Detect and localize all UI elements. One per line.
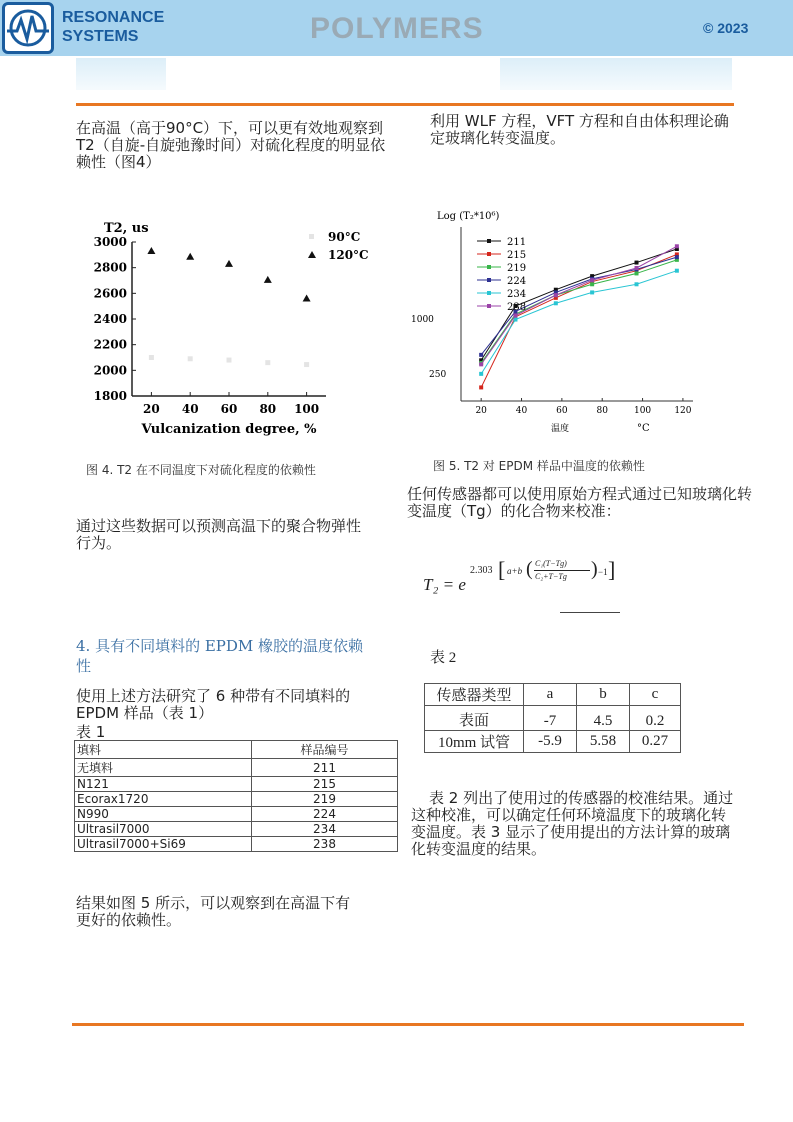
x-tick-label: 80 (259, 402, 277, 416)
table1-cell-sample: 215 (252, 777, 398, 792)
data-point-238 (635, 266, 639, 270)
table-row (425, 706, 681, 731)
x-tick-label: 80 (596, 406, 608, 416)
table1-header-sample: 样品编号 (252, 741, 398, 759)
data-point-238 (675, 244, 679, 248)
legend-label-215: 215 (507, 250, 527, 261)
table1-cell-sample: 238 (252, 837, 398, 852)
calibration-formula (423, 555, 653, 615)
data-point-90 (265, 360, 270, 365)
table1-cell-sample: 224 (252, 807, 398, 822)
top-rule (76, 103, 734, 106)
x-axis-label: Vulcanization degree, % (141, 422, 317, 437)
legend-marker-224 (487, 278, 491, 282)
table-row (75, 759, 398, 777)
fig5-chart (411, 205, 715, 437)
x-tick-label: 120 (674, 406, 692, 416)
y-tick-label: 1000 (411, 315, 434, 325)
left-para-2: 通过这些数据可以预测高温下的聚合物弹性行为。 (76, 517, 362, 552)
table1-cell-filler: N990 (75, 807, 252, 822)
y-tick-label: 1800 (93, 389, 127, 403)
legend-label-211: 211 (507, 237, 527, 248)
legend-marker-215 (487, 252, 491, 256)
y-tick-label: 3000 (93, 235, 127, 249)
y-tick-label: 2600 (93, 286, 127, 301)
formula-exp-body: a+b (507, 566, 523, 576)
data-point-219 (590, 282, 594, 286)
data-point-219 (635, 271, 639, 275)
logo (2, 2, 54, 54)
formula-exp-prefix: 2.303 (470, 565, 493, 576)
brand-line-2: SYSTEMS (62, 28, 139, 45)
legend-label-224: 224 (507, 276, 527, 287)
data-point-120 (264, 276, 272, 283)
y-tick-label: 2400 (93, 312, 127, 326)
y-axis-label: Log (T₂*10⁶) (437, 211, 500, 222)
table-row (75, 792, 398, 807)
table1-cell-sample: 219 (252, 792, 398, 807)
data-point-90 (149, 355, 154, 360)
data-point-234 (554, 301, 558, 305)
brand-name (62, 8, 164, 46)
x-tick-label: 60 (220, 402, 238, 416)
data-point-224 (479, 353, 483, 357)
legend-marker-211 (487, 239, 491, 243)
legend-label-219: 219 (507, 263, 527, 274)
formula-fraction-bar (534, 570, 590, 571)
brand-line-1: RESONANCE (62, 9, 165, 26)
table-row (425, 731, 681, 753)
table-row (75, 822, 398, 837)
table-row (75, 837, 398, 852)
data-point-120 (186, 253, 194, 260)
y-tick-label: 2000 (93, 363, 127, 378)
x-tick-label: 100 (633, 406, 652, 416)
formula-bracket-right: ] (608, 557, 616, 582)
fig4-caption: 图 4. T2 在不同温度下对硫化程度的依赖性 (86, 463, 316, 477)
legend-marker-90 (309, 234, 314, 239)
table-row (75, 807, 398, 822)
table2-header-b: b (577, 684, 630, 706)
right-para-1: 利用 WLF 方程，VFT 方程和自由体积理论确定玻璃化转变温度。 (430, 112, 729, 147)
y-tick-label: 2800 (93, 260, 127, 275)
table1-cell-filler: Ultrasil7000+Si69 (75, 837, 252, 852)
legend-label-90: 90°C (328, 230, 361, 244)
ghost-strip-right (500, 58, 732, 90)
y-axis-label: T2, us (104, 221, 149, 236)
legend-marker-219 (487, 265, 491, 269)
data-point-238 (590, 278, 594, 282)
formula-paren-left: ( (526, 558, 533, 580)
table1-cell-filler: Ecorax1720 (75, 792, 252, 807)
formula-tail: −1 (598, 567, 608, 577)
table1-cell-sample: 234 (252, 822, 398, 837)
formula-bracket-left: [ (498, 557, 506, 582)
left-para-1: 在高温（高于90°C）下，可以更有效地观察到T2（自旋-自旋弛豫时间）对硫化程度的明显依赖性（图4） (76, 119, 386, 171)
legend-marker-234 (487, 291, 491, 295)
section-heading: 4. 具有不同填料的 EPDM 橡胶的温度依赖性 (76, 637, 364, 675)
table2-cell-a: -5.9 (524, 731, 577, 753)
ghost-strip-left (76, 58, 166, 90)
table2-cell-type: 表面 (425, 706, 524, 731)
data-point-224 (675, 255, 679, 259)
data-point-234 (675, 269, 679, 273)
table2-cell-a: -7 (524, 706, 577, 731)
right-para-2: 任何传感器都可以使用原始方程式通过已知玻璃化转变温度（Tg）的化合物来校准： (407, 485, 753, 520)
data-point-120 (225, 260, 233, 267)
legend-label-238: 238 (507, 302, 527, 313)
formula-lhs: T₂ = e (423, 575, 466, 594)
left-para-4: 结果如图 5 所示，可以观察到在高温下有更好的依赖性。 (76, 894, 351, 929)
fig4-chart (76, 210, 376, 440)
waveform-icon (5, 5, 51, 51)
legend-marker-120 (308, 251, 316, 258)
table1-cell-sample: 211 (252, 759, 398, 777)
table2 (424, 683, 681, 753)
formula-paren-right: ) (591, 558, 598, 580)
y-tick-label: 2200 (93, 337, 127, 352)
data-point-234 (479, 372, 483, 376)
x-tick-label: 60 (556, 406, 568, 416)
table1-header-filler: 填料 (75, 741, 252, 759)
x-tick-label: 100 (294, 402, 320, 416)
table2-cell-b: 5.58 (577, 731, 630, 753)
table2-cell-c: 0.2 (630, 706, 681, 731)
formula-numerator: C₁(T−Tg) (535, 559, 567, 568)
header-title: POLYMERS (310, 12, 484, 45)
formula-denominator: C₂+T−Tg (535, 572, 567, 581)
table-row (75, 777, 398, 792)
legend-marker-238 (487, 304, 491, 308)
table1-cell-filler: Ultrasil7000 (75, 822, 252, 837)
left-para-3: 使用上述方法研究了 6 种带有不同填料的 EPDM 样品（表 1） (76, 687, 351, 722)
data-point-234 (635, 282, 639, 286)
y-tick-label: 250 (429, 370, 447, 380)
data-point-234 (590, 290, 594, 294)
data-point-215 (479, 385, 483, 389)
x-tick-label: 20 (143, 402, 160, 416)
table2-header-c: c (630, 684, 681, 706)
x-axis-label: 温度 (550, 424, 570, 434)
data-point-211 (635, 261, 639, 265)
formula-underline (560, 612, 620, 613)
table1 (74, 740, 398, 852)
data-point-238 (554, 293, 558, 297)
right-para-3: 表 2 列出了使用过的传感器的校准结果。通过这种校准，可以确定任何环境温度下的玻璃化转变温度。表 3 显示了使用提出的方法计算的玻璃化转变温度的结果。 (411, 789, 734, 858)
legend-label-120: 120°C (328, 248, 369, 262)
x-tick-label: 40 (515, 406, 528, 416)
data-point-120 (303, 294, 311, 301)
data-point-238 (513, 313, 517, 317)
fig5-caption: 图 5. T2 对 EPDM 样品中温度的依赖性 (433, 459, 645, 473)
x-tick-label: 40 (181, 402, 199, 416)
x-tick-label: 20 (475, 406, 487, 416)
data-point-120 (147, 247, 155, 254)
data-point-90 (227, 358, 232, 363)
table1-cell-filler: 无填料 (75, 759, 252, 777)
x-axis-unit: °C (637, 423, 650, 434)
data-point-90 (188, 356, 193, 361)
table1-title: 表 1 (76, 723, 106, 741)
table2-header-a: a (524, 684, 577, 706)
data-point-90 (304, 362, 309, 367)
data-point-238 (479, 362, 483, 366)
legend-label-234: 234 (507, 289, 527, 300)
table2-cell-b: 4.5 (577, 706, 630, 731)
table2-cell-type: 10mm 试管 (425, 731, 524, 753)
table2-header-row (425, 684, 681, 706)
table1-cell-filler: N121 (75, 777, 252, 792)
bottom-rule (72, 1023, 744, 1026)
table2-cell-c: 0.27 (630, 731, 681, 753)
table2-title: 表 2 (430, 650, 457, 666)
table2-header-type: 传感器类型 (425, 684, 524, 706)
copyright: © 2023 (703, 20, 749, 36)
table1-header-row (75, 741, 398, 759)
